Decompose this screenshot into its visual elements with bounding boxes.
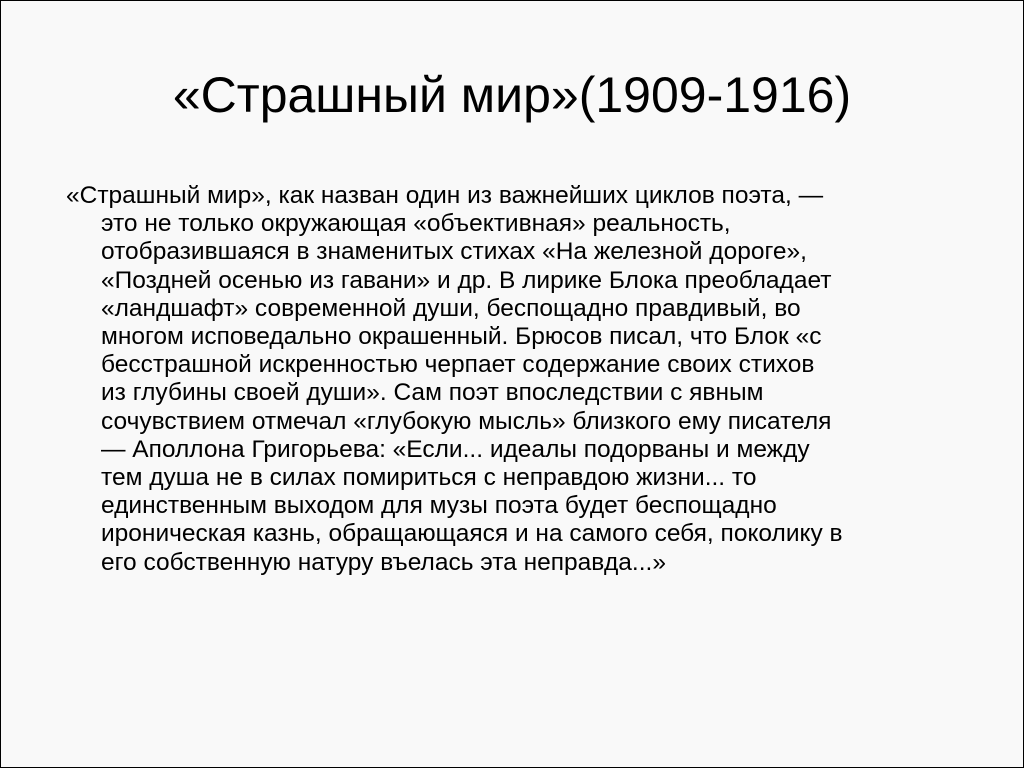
body-line: его собственную натуру въелась эта неправда...» (101, 548, 666, 576)
body-line: «Поздней осенью из гавани» и др. В лирике Блока преобладает (101, 266, 832, 294)
body-line: отобразившаяся в знаменитых стихах «На железной дороге», (101, 238, 807, 266)
body-line: ироническая казнь, обращающаяся и на самого себя, поколику в (101, 520, 843, 548)
body-line: бесстрашной искренностью черпает содержание своих стихов (101, 351, 815, 379)
body-line: из глубины своей души». Сам поэт впоследствии с явным (101, 379, 764, 407)
body-line: это не только окружающая «объективная» реальность, (101, 210, 731, 238)
body-line: — Аполлона Григорьева: «Если... идеалы подорваны и между (101, 435, 810, 463)
body-line: «Страшный мир», как назван один из важнейших циклов поэта, — (66, 182, 824, 209)
slide-body (66, 182, 966, 577)
slide-title: «Страшный мир»(1909-1916) (172, 67, 852, 123)
body-line: многом исповедально окрашенный. Брюсов писал, что Блок «с (101, 323, 822, 351)
body-line: единственным выходом для музы поэта будет беспощадно (101, 492, 777, 520)
body-line: сочувствием отмечал «глубокую мысль» близкого ему писателя (101, 407, 832, 435)
body-line: тем душа не в силах помириться с неправдою жизни... то (101, 464, 757, 492)
body-line: «ландшафт» современной души, беспощадно правдивый, во (101, 294, 801, 322)
